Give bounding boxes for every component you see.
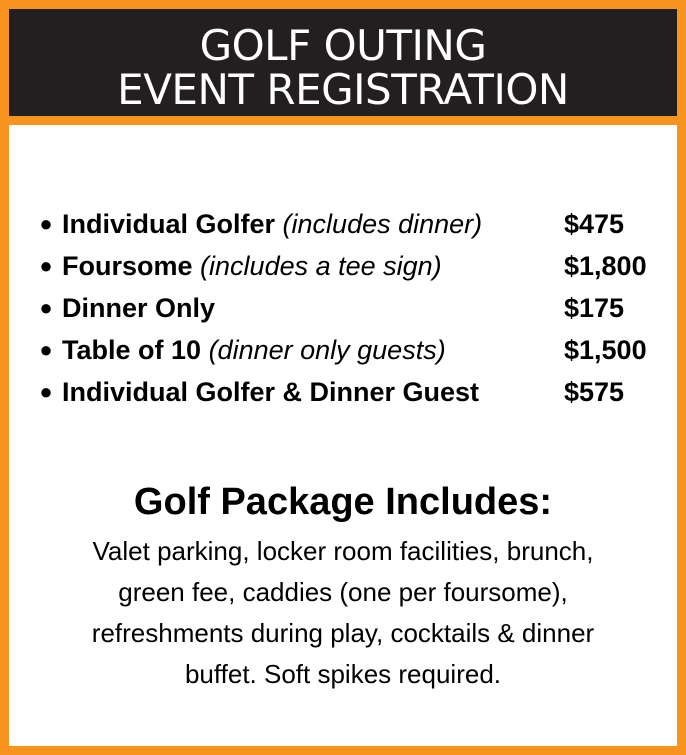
item-price: $475: [564, 209, 625, 239]
package-line: buffet. Soft spikes required.: [184, 659, 502, 689]
item-name: Individual Golfer (includes dinner): [62, 209, 483, 239]
item-note: (includes dinner): [282, 209, 483, 239]
header-title-line1: GOLF OUTING: [199, 21, 487, 70]
item-price: $1,800: [564, 251, 647, 281]
price-item: [37, 287, 677, 329]
bullet-icon: ●: [39, 253, 53, 278]
item-price: $575: [564, 377, 625, 407]
bullet-icon: ●: [39, 379, 53, 404]
item-name: Dinner Only: [62, 293, 216, 323]
item-note: (includes a tee sign): [200, 251, 442, 281]
item-name: Table of 10 (dinner only guests): [62, 335, 446, 365]
header-title-line2: EVENT REGISTRATION: [117, 65, 569, 114]
price-item: [37, 245, 677, 287]
price-item: [37, 329, 677, 371]
bullet-icon: ●: [39, 295, 53, 320]
item-name: Individual Golfer & Dinner Guest: [62, 377, 480, 407]
price-item: [37, 371, 677, 413]
bullet-icon: ●: [39, 337, 53, 362]
price-list: [37, 203, 677, 413]
price-item: [37, 203, 677, 245]
package-line: refreshments during play, cocktails & dinner: [91, 618, 595, 648]
item-note: (dinner only guests): [208, 335, 446, 365]
header-banner: [9, 9, 677, 125]
package-description: [39, 531, 647, 695]
item-price: $175: [564, 293, 625, 323]
package-line: Valet parking, locker room facilities, brunch,: [92, 536, 594, 566]
item-name: Foursome (includes a tee sign): [62, 251, 442, 281]
item-price: $1,500: [564, 335, 647, 365]
package-title: Golf Package Includes:: [133, 481, 553, 523]
bullet-icon: ●: [39, 211, 53, 236]
package-line: green fee, caddies (one per foursome),: [118, 577, 568, 607]
